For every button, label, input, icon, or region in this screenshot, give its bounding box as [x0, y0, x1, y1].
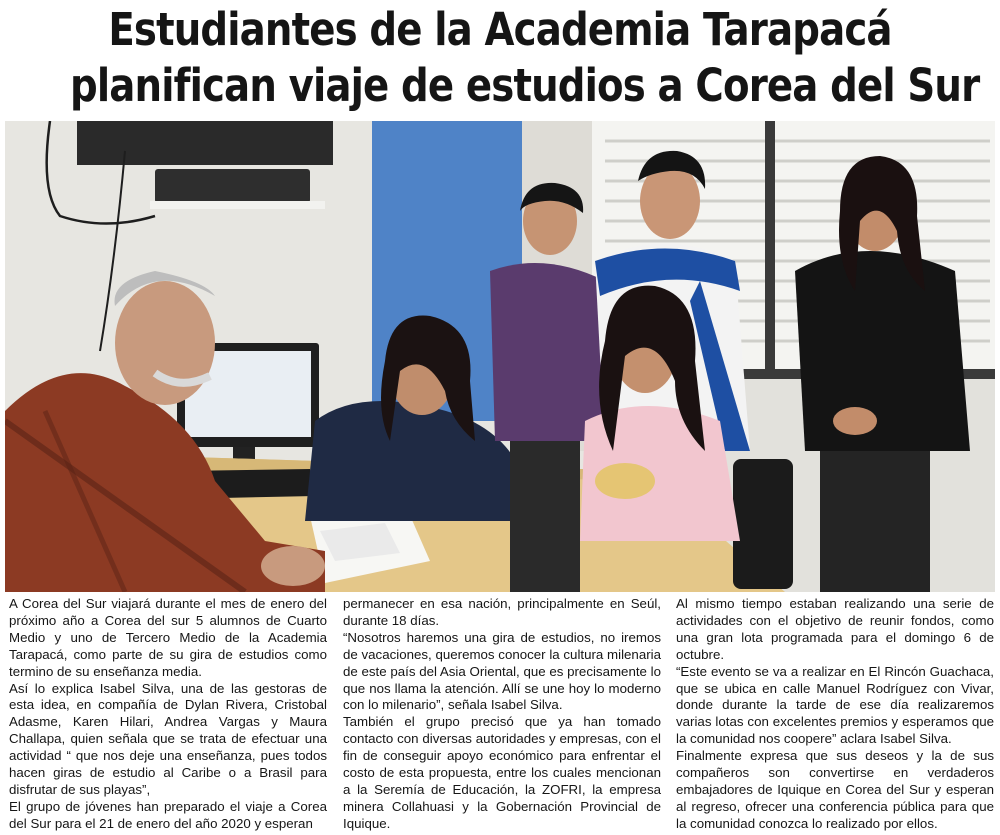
photo-illustration: [5, 121, 995, 592]
paragraph: A Corea del Sur viajará durante el mes de enero del próximo año a Corea del sur 5 alumnos de Cuarto Medio y uno de Tercero Medio de la Academia Tarapacá, como parte de su gira de estudios como termino de su enseñanza media.: [9, 596, 327, 679]
paragraph: “Nosotros haremos una gira de estudios, no iremos de vacaciones, queremos conocer la cultura milenaria de este país del Asia Oriental, que es precisamente lo que nos llama la atención. Allí se une hoy lo moderno con lo milenario”, señala Isabel Silva.: [343, 629, 661, 713]
headline-line-2: planifican viaje de estudios a Corea del Sur: [70, 59, 980, 112]
paragraph: El grupo de jóvenes han preparado el viaje a Corea del Sur para el 21 de enero del año 2020 y esperan: [9, 798, 327, 831]
column-2: [343, 596, 661, 833]
paragraph: También el grupo precisó que ya han tomado contacto con diversas autoridades y empresas, con el fin de conseguir apoyo económico para enfrentar el costo de esta propuesta, entre los cuales mencionan a la Seremía de Educación, la ZOFRI, la empresa minera Collahuasi y la Gobernación Provincial de Iquique.: [343, 714, 661, 831]
article-photo: [5, 121, 995, 592]
article-headline: [70, 2, 980, 114]
paragraph: Así lo explica Isabel Silva, una de las gestoras de esta idea, en compañía de Dylan Rivera, Cristobal Adasme, Karen Hilari, Andrea Vargas y Maura Challapa, quien señala que se trata de efectuar una actividad “ que nos deje una enseñanza, pues todos hacen giras de estudio al Caribe o a Brasil para disfrutar de sus playas”,: [9, 680, 327, 797]
column-1: [9, 596, 327, 833]
headline-line-1: Estudiantes de la Academia Tarapacá: [108, 3, 892, 56]
paragraph: Finalmente expresa que sus deseos y la de sus compañeros son convertirse en verdaderos embajadores de Iquique en Corea del Sur y esperan al regreso, ofrecer una conferencia pública para que la comunidad conozca lo realizado por ellos.: [676, 748, 994, 831]
paragraph: “Este evento se va a realizar en El Rincón Guachaca, que se ubica en calle Manuel Rodríguez con Vivar, donde durante la tarde de ese día realizaremos varias lotas con excelentes premios y esperamos que la comunidad nos coopere” aclara Isabel Silva.: [676, 663, 994, 747]
paragraph: Al mismo tiempo estaban realizando una serie de actividades con el objetivo de reunir fondos, como una gran lota programada para el domingo 6 de octubre.: [676, 596, 994, 662]
paragraph: permanecer en esa nación, principalmente en Seúl, durante 18 días.: [343, 596, 661, 628]
column-3: [676, 596, 994, 833]
article-body: [9, 596, 994, 831]
